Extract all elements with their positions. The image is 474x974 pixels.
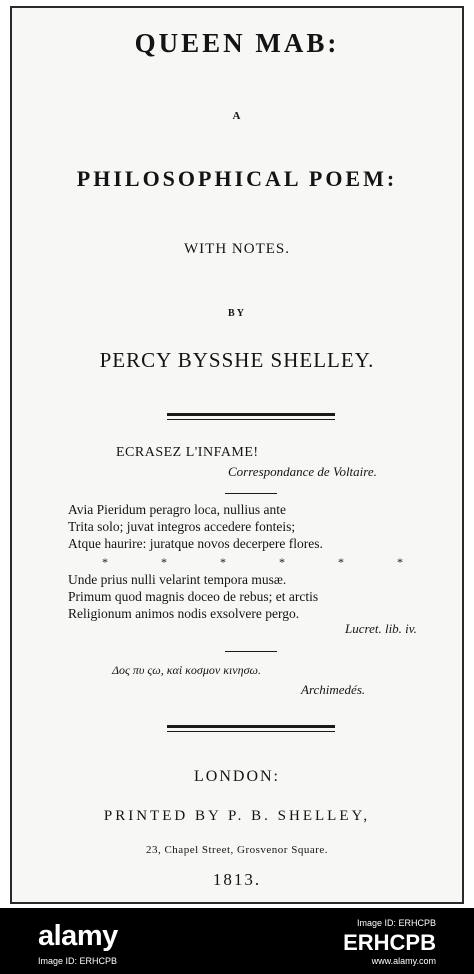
epigraph-voltaire: ECRASEZ L'INFAME! [116, 445, 259, 460]
verse-line: Primum quod magnis doceo de rebus; et arctis [68, 589, 319, 604]
epigraph-voltaire-attribution: Correspondance de Voltaire. [228, 464, 377, 479]
epigraph-lucretius-attribution: Lucret. lib. iv. [345, 621, 417, 636]
image-id-label: Image ID: ERHCPB [356, 918, 436, 928]
verse-line: Trita solo; juvat integros accedere fonteis; [68, 519, 296, 534]
verse-line: Atque haurire: juratque novos decerpere flores. [68, 536, 323, 551]
subtitle: PHILOSOPHICAL POEM: [76, 166, 398, 191]
footer-caption: Image ID: ERHCPB [38, 956, 118, 966]
verse-line: Religionum animos nodis exsolvere pergo. [68, 606, 300, 621]
title: QUEEN MAB: [134, 28, 340, 58]
verse-line: Avia Pieridum peragro loca, nullius ante [68, 502, 286, 517]
epigraph-archimedes-attribution: Archimedés. [301, 682, 366, 697]
article: A [232, 110, 242, 122]
address: 23, Chapel Street, Grosvenor Square. [145, 844, 329, 856]
image-id: ERHCPB [343, 930, 436, 955]
asterisk-ellipsis: * * * * * * [102, 555, 428, 569]
brand-logo[interactable]: alamy [38, 920, 118, 952]
footer-bar [0, 908, 474, 974]
double-rule-top [167, 413, 335, 420]
year: 1813. [212, 870, 262, 889]
verse-line: Unde prius nulli velarint tempora musæ. [68, 572, 287, 587]
short-rule [225, 493, 277, 494]
with-notes: WITH NOTES. [184, 241, 290, 257]
author: PERCY BYSSHE SHELLEY. [99, 348, 375, 372]
epigraph-greek: Δος πυ ςω, καὶ κοσμον κινησω. [112, 663, 261, 677]
title-page [10, 6, 464, 904]
footer-url[interactable]: www.alamy.com [371, 956, 436, 966]
place: LONDON: [194, 768, 280, 785]
short-rule [225, 651, 277, 652]
by-line: BY [228, 308, 246, 319]
double-rule-bottom [167, 725, 335, 732]
printer: PRINTED BY P. B. SHELLEY, [103, 808, 371, 824]
